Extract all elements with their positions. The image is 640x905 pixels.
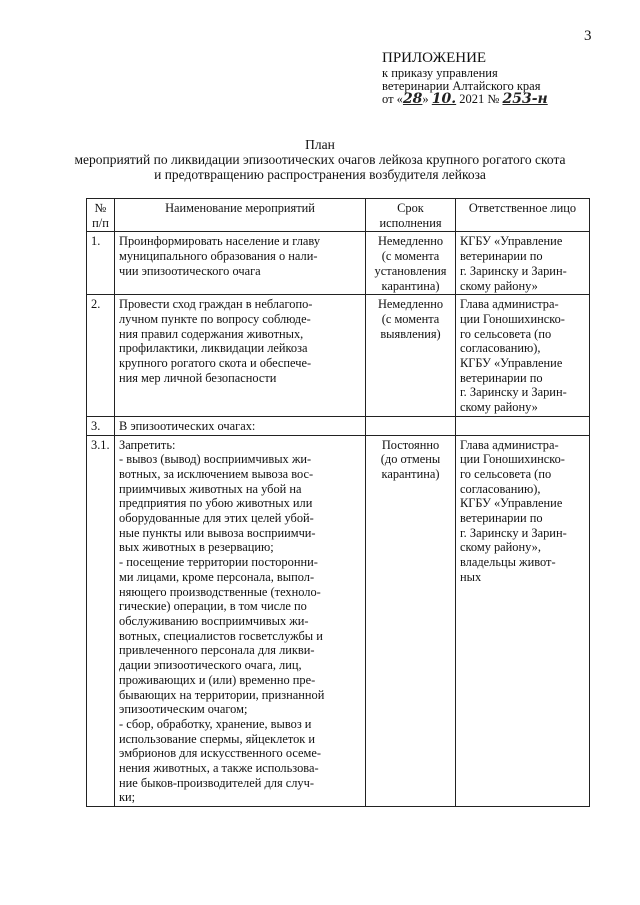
cell-term-line: установления (374, 263, 447, 278)
cell-responsible (456, 232, 590, 295)
cell-measure-line: профилактики, ликвидации лейкоза (119, 341, 308, 356)
cell-measure-line: няющего производственные (техноло- (119, 584, 321, 599)
cell-measure-line: предприятия по убою животных или (119, 496, 313, 511)
header-responsible: Ответственное лицо (456, 199, 590, 232)
appendix-line-1: к приказу управления (382, 66, 498, 80)
cell-responsible-line: согласованию), (460, 341, 541, 356)
cell-responsible-line: владельцы живот- (460, 555, 556, 570)
cell-term (366, 232, 456, 295)
cell-responsible-line: ветеринарии по (460, 511, 543, 526)
header-num-line: № (94, 201, 107, 215)
date-day-handwritten: 28 (402, 91, 423, 107)
cell-measure (115, 416, 366, 435)
title-line-2: мероприятий по ликвидации эпизоотических очагов лейкоза крупного рогатого скота (74, 152, 566, 167)
cell-responsible-line: го сельсовета (по (460, 326, 552, 341)
cell-responsible-line: ции Гоношихинско- (460, 452, 565, 467)
cell-measure-line: ные пункты или вывоза восприимчи- (119, 525, 316, 540)
cell-responsible-line: скому району», (460, 540, 541, 555)
title-line-3: и предотвращению распространения возбудителя лейкоза (154, 167, 486, 182)
cell-term-line: карантина) (381, 278, 440, 293)
cell-measure-line: дации эпизоотического очага, лиц, (119, 658, 302, 673)
appendix-block (382, 50, 548, 106)
table-row (87, 295, 590, 417)
cell-responsible-line: г. Заринску и Зарин- (460, 525, 567, 540)
cell-measure-line: ния мер личной безопасности (119, 370, 277, 385)
document-title (0, 137, 640, 182)
cell-measure-line: вотных, за исключением вывоза вос- (119, 466, 314, 481)
cell-term-line: (с момента (381, 311, 440, 326)
cell-measure-line: Проинформировать население и главу (119, 234, 321, 249)
cell-number: 3.1. (87, 435, 115, 807)
cell-measure-line: крупного рогатого скота и обеспече- (119, 356, 312, 371)
cell-number: 1. (87, 232, 115, 295)
cell-measure-line: эпизоотическим очагом; (119, 702, 248, 717)
measures-table (86, 198, 590, 807)
cell-number: 2. (87, 295, 115, 417)
header-term-line: исполнения (379, 215, 442, 230)
cell-responsible-line: ных (460, 569, 482, 584)
cell-measure (115, 232, 366, 295)
cell-responsible-line: го сельсовета (по (460, 466, 552, 481)
cell-measure-line: лучном пункте по вопросу соблюде- (119, 311, 311, 326)
cell-responsible-line: КГБУ «Управление (460, 356, 563, 371)
cell-measure-line: обслуживанию восприимчивых жи- (119, 613, 309, 628)
header-term (366, 199, 456, 232)
date-mid: » (422, 92, 432, 106)
cell-measure-line: В эпизоотических очагах: (119, 418, 256, 433)
title-line-1: План (305, 137, 335, 152)
cell-term (366, 416, 456, 435)
cell-measure-line: вых животных в резервацию; (119, 540, 274, 555)
cell-term-line: карантина) (381, 466, 440, 481)
cell-responsible-line: скому району» (460, 278, 538, 293)
cell-measure-line: Провести сход граждан в неблагопо- (119, 297, 313, 312)
cell-number: 3. (87, 416, 115, 435)
cell-responsible (456, 295, 590, 417)
cell-measure-line: нения животных, а также использова- (119, 761, 319, 776)
cell-term (366, 435, 456, 807)
cell-measure-line: использование спермы, яйцеклеток и (119, 731, 316, 746)
order-number-handwritten: 253-н (502, 91, 548, 107)
cell-term-line: (до отмены (380, 452, 441, 467)
date-year: 2021 № (456, 92, 503, 106)
cell-measure-line: приимчивых животных на убой на (119, 481, 302, 496)
appendix-line-2: ветеринарии Алтайского края (382, 79, 541, 93)
header-num (87, 199, 115, 232)
cell-responsible-line: г. Заринску и Зарин- (460, 263, 567, 278)
cell-measure-line: ми лицами, кроме персонала, выпол- (119, 569, 315, 584)
cell-measure-line: ние быков-производителей для случ- (119, 775, 314, 790)
cell-responsible-line: КГБУ «Управление (460, 496, 563, 511)
cell-measure (115, 435, 366, 807)
cell-measure-line: эмбрионов для искусственного осеме- (119, 746, 321, 761)
cell-responsible-line: г. Заринску и Зарин- (460, 385, 567, 400)
table-body (87, 232, 590, 807)
cell-responsible (456, 416, 590, 435)
cell-measure-line: гические) операции, в том числе по (119, 599, 307, 614)
cell-measure-line: чии эпизоотического очага (119, 263, 261, 278)
cell-measure (115, 295, 366, 417)
header-term-line: Срок (397, 201, 424, 215)
cell-measure-line: оборудованные для этих целей убой- (119, 511, 314, 526)
cell-responsible (456, 435, 590, 807)
cell-responsible-line: Глава администра- (460, 437, 559, 452)
cell-measure-line: проживающих и (или) временно пре- (119, 672, 316, 687)
cell-measure-line: Запретить: (119, 437, 176, 452)
cell-measure-line: бывающих на территории, признанной (119, 687, 325, 702)
appendix-date-line (382, 93, 548, 106)
table-row (87, 416, 590, 435)
cell-term (366, 295, 456, 417)
header-num-line: п/п (92, 215, 109, 230)
table-row (87, 435, 590, 807)
cell-measure-line: ния правил содержания животных, (119, 326, 304, 341)
date-month-handwritten: 10. (431, 91, 457, 107)
cell-measure-line: вотных, специалистов госветслужбы и (119, 628, 323, 643)
cell-term-line: Немедленно (377, 234, 444, 249)
cell-measure-line: муниципального образования о нали- (119, 249, 318, 264)
cell-term-line: (с момента (381, 249, 440, 264)
cell-term-line: Постоянно (381, 437, 440, 452)
date-prefix: от « (382, 92, 403, 106)
cell-responsible-line: КГБУ «Управление (460, 234, 563, 249)
header-name: Наименование мероприятий (115, 199, 366, 232)
cell-responsible-line: скому району» (460, 400, 538, 415)
cell-measure-line: ки; (119, 790, 136, 805)
page-number: 3 (584, 28, 592, 44)
table-header-row (87, 199, 590, 232)
table-row (87, 232, 590, 295)
cell-term-line: Немедленно (377, 297, 444, 312)
cell-measure-line: привлеченного персонала для ликви- (119, 643, 315, 658)
cell-responsible-line: ветеринарии по (460, 370, 543, 385)
cell-term-line: выявления) (380, 326, 441, 341)
cell-measure-line: - посещение территории посторонни- (119, 555, 318, 570)
cell-responsible-line: Глава администра- (460, 297, 559, 312)
cell-measure-line: - сбор, обработку, хранение, вывоз и (119, 716, 312, 731)
cell-responsible-line: согласованию), (460, 481, 541, 496)
cell-measure-line: - вывоз (вывод) восприимчивых жи- (119, 452, 312, 467)
cell-responsible-line: ветеринарии по (460, 249, 543, 264)
appendix-heading: ПРИЛОЖЕНИЕ (382, 50, 487, 66)
cell-responsible-line: ции Гоношихинско- (460, 311, 565, 326)
